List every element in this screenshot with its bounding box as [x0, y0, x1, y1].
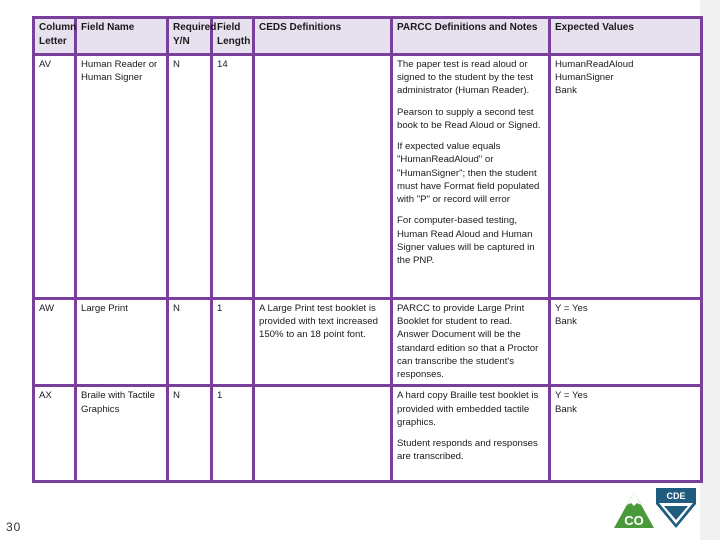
header-ceds-definitions: CEDS Definitions — [254, 18, 392, 55]
expected-value: Y = Yes — [555, 390, 588, 402]
page-number: 30 — [6, 520, 22, 534]
cell-column-letter: AV — [34, 55, 76, 299]
expected-value: Bank — [555, 316, 577, 328]
cell-ceds-definition — [254, 386, 392, 482]
cell-field-name: Human Reader or Human Signer — [76, 55, 168, 299]
expected-value: Bank — [555, 403, 577, 415]
table-header-row — [34, 18, 702, 55]
header-parcc-definitions: PARCC Definitions and Notes — [392, 18, 550, 55]
parcc-note: Pearson to supply a second test book to be Read Aloud or Signed. — [397, 106, 541, 131]
cell-expected-values — [550, 299, 702, 386]
table-row — [34, 299, 702, 386]
cell-required: N — [168, 55, 212, 299]
parcc-note: If expected value equals "HumanReadAloud" or "HumanSigner"; then the student must have Format field populated with "P" or record will error — [397, 141, 540, 206]
expected-value: Y = Yes — [555, 303, 588, 314]
expected-value: HumanSigner — [555, 72, 614, 84]
table-row — [34, 55, 702, 299]
header-expected-values: Expected Values — [550, 18, 702, 55]
table-row — [34, 386, 702, 482]
cell-expected-values — [550, 55, 702, 299]
right-margin-bar — [700, 0, 720, 540]
cell-expected-values — [550, 386, 702, 482]
cell-column-letter: AX — [34, 386, 76, 482]
parcc-note: Student responds and responses are transcribed. — [397, 438, 538, 463]
cell-field-length: 14 — [212, 55, 254, 299]
parcc-note: PARCC to provide Large Print Booklet for student to read. Answer Document will be the standard edition so that a Proctor can transcribe the student's responses. — [397, 303, 539, 381]
header-field-length: Field Length — [212, 18, 254, 55]
cell-field-length: 1 — [212, 299, 254, 386]
expected-value: HumanReadAloud — [555, 59, 634, 70]
header-required: Required Y/N — [168, 18, 212, 55]
cell-required: N — [168, 386, 212, 482]
cell-required: N — [168, 299, 212, 386]
cell-ceds-definition — [254, 55, 392, 299]
expected-value: Bank — [555, 85, 577, 97]
cell-ceds-definition: A Large Print test booklet is provided with text increased 150% to an 18 point font. — [254, 299, 392, 386]
logo-state-text: CO — [624, 513, 644, 528]
data-spec-table — [32, 16, 703, 483]
cell-field-length: 1 — [212, 386, 254, 482]
cell-parcc-notes — [392, 299, 550, 386]
cell-parcc-notes — [392, 55, 550, 299]
parcc-note: The paper test is read aloud or signed to the student by the test administrator (Human Reader). — [397, 59, 534, 97]
parcc-note: For computer-based testing, Human Read Aloud and Human Signer values will be captured in the PNP. — [397, 215, 535, 267]
header-field-name: Field Name — [76, 18, 168, 55]
cell-parcc-notes — [392, 386, 550, 482]
logo-badge-text: CDE — [666, 491, 686, 501]
cell-field-name: Braile with Tactile Graphics — [76, 386, 168, 482]
cell-column-letter: AW — [34, 299, 76, 386]
parcc-note: A hard copy Braille test booklet is provided with embedded tactile graphics. — [397, 390, 539, 428]
colorado-cde-logo — [612, 484, 698, 530]
cell-field-name: Large Print — [76, 299, 168, 386]
header-column-letter: Column Letter — [34, 18, 76, 55]
